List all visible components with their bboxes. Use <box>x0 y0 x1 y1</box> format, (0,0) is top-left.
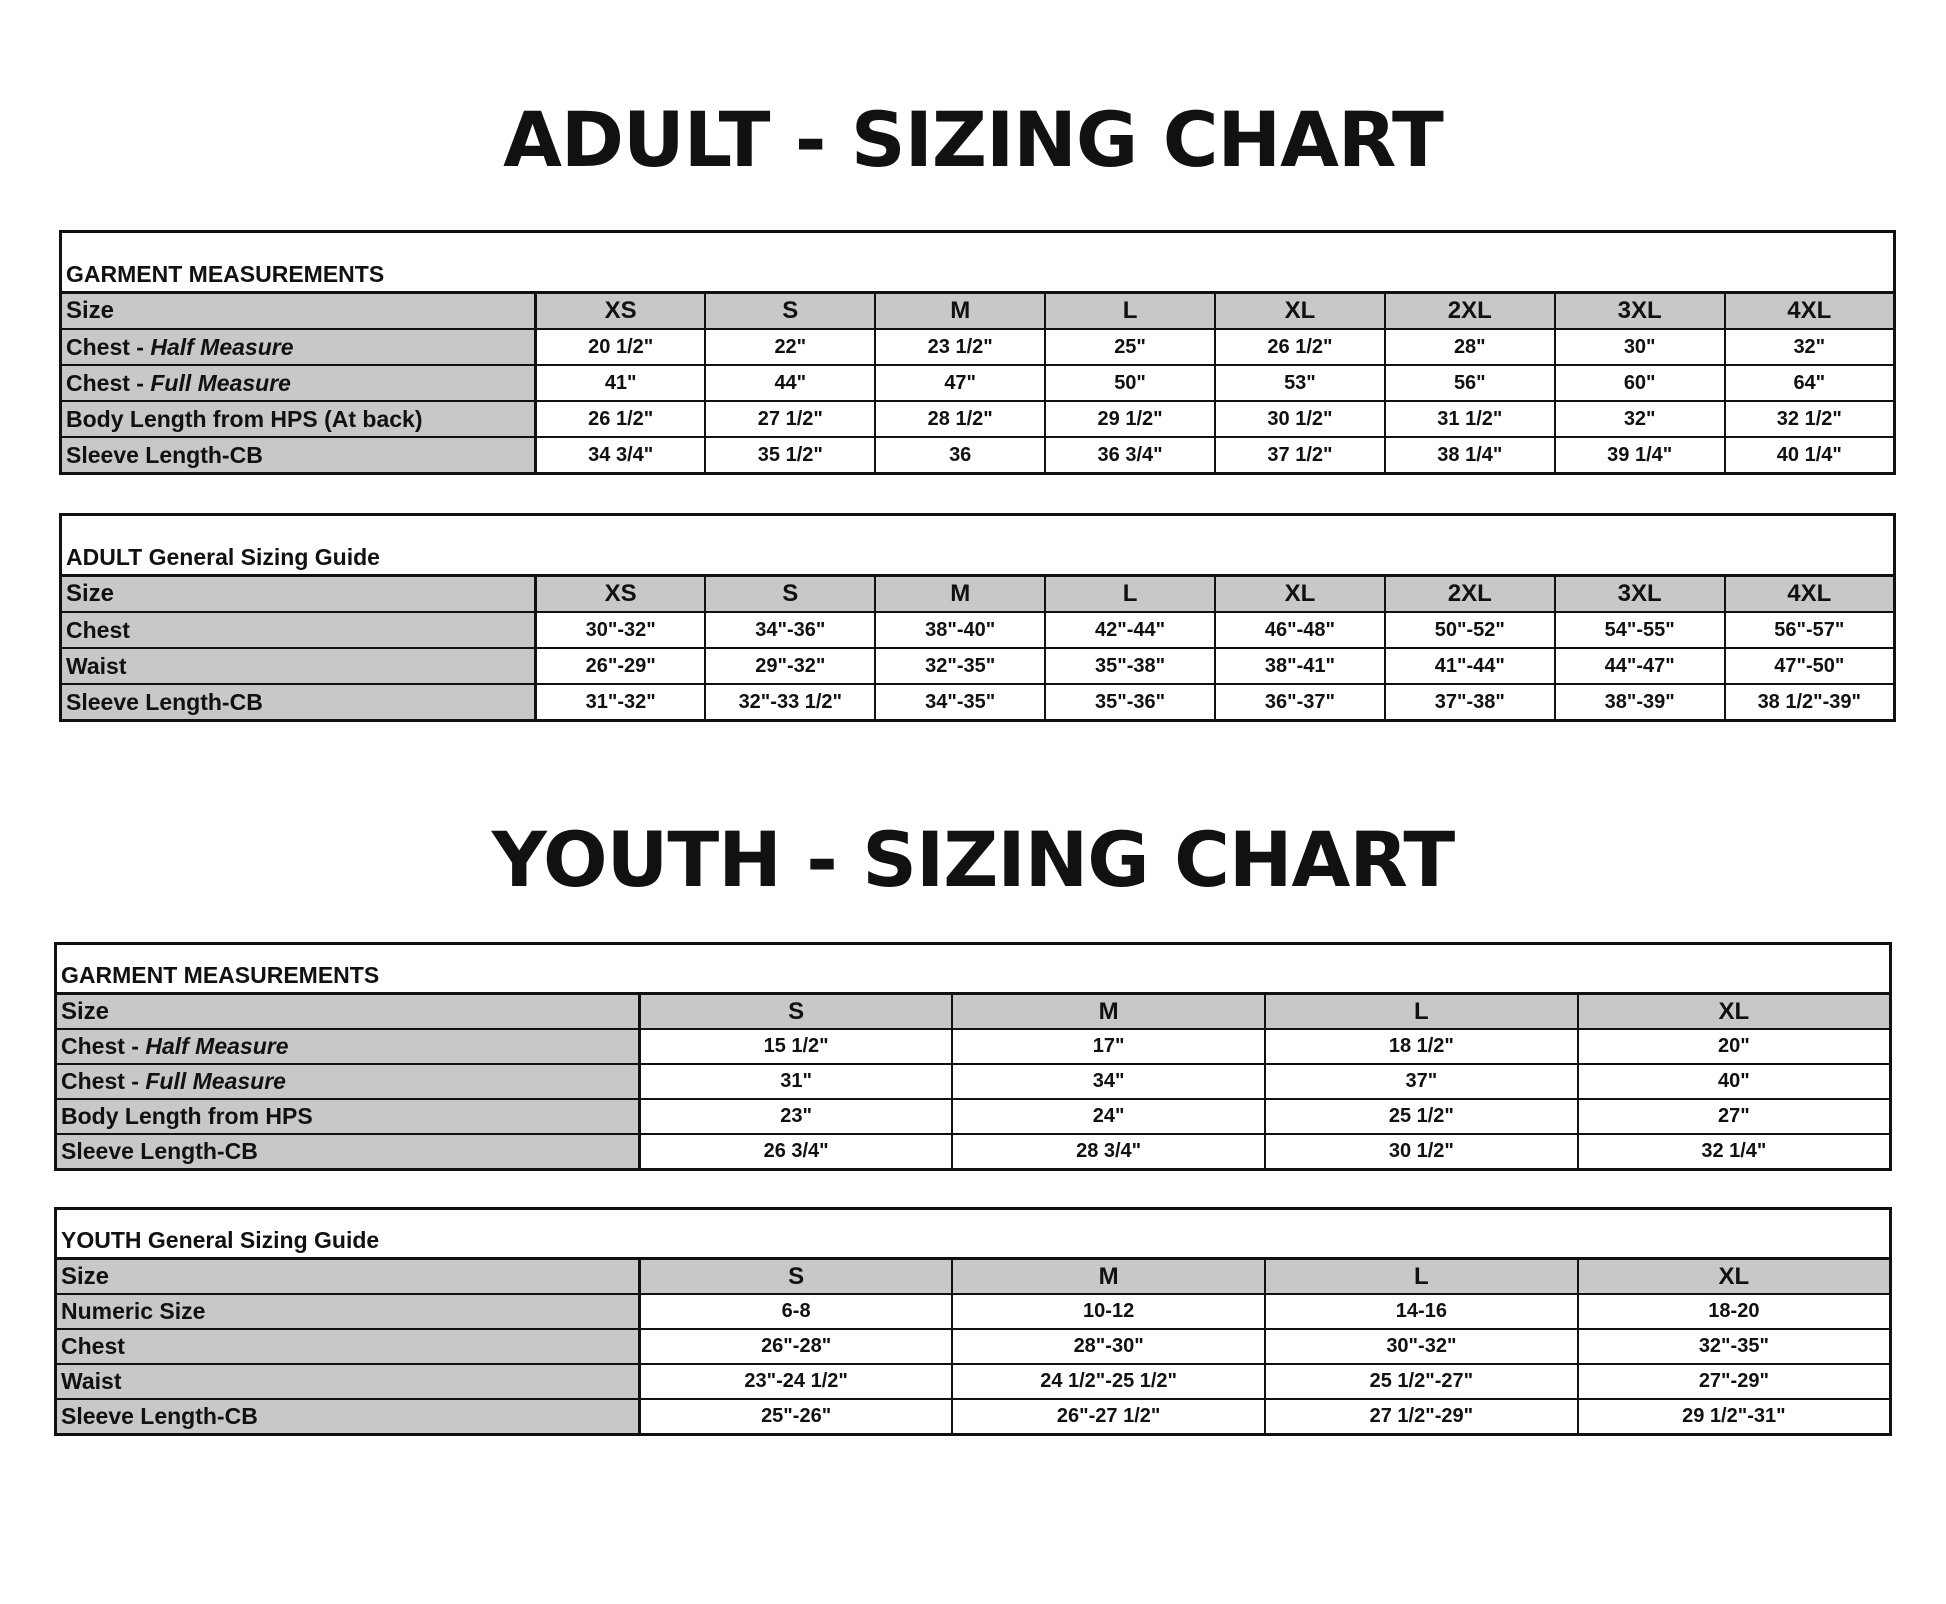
table-cell: 30" <box>1555 329 1725 365</box>
size-header-row <box>61 576 1895 613</box>
row-label: Sleeve Length-CB <box>61 684 536 721</box>
size-header: XS <box>536 576 706 613</box>
row-label: Waist <box>61 648 536 684</box>
row-label: Sleeve Length-CB <box>61 437 536 474</box>
row-label: Chest - Half Measure <box>56 1029 640 1064</box>
table-cell: 25 1/2" <box>1265 1099 1578 1134</box>
table-cell: 34"-35" <box>875 684 1045 721</box>
table-cell: 41"-44" <box>1385 648 1555 684</box>
table-cell: 32"-35" <box>1578 1329 1891 1364</box>
table-cell: 60" <box>1555 365 1725 401</box>
table-cell: 32"-33 1/2" <box>705 684 875 721</box>
table-cell: 50" <box>1045 365 1215 401</box>
table-cell: 38 1/4" <box>1385 437 1555 474</box>
table-cell: 22" <box>705 329 875 365</box>
youth-general-sizing-guide-table <box>54 1207 1892 1436</box>
table-cell: 37"-38" <box>1385 684 1555 721</box>
table-cell: 26 3/4" <box>640 1134 953 1170</box>
table-cell: 39 1/4" <box>1555 437 1725 474</box>
size-header: L <box>1045 293 1215 330</box>
table-cell: 38"-41" <box>1215 648 1385 684</box>
row-label: Chest - Full Measure <box>56 1064 640 1099</box>
table-cell: 37" <box>1265 1064 1578 1099</box>
size-header-row <box>56 1259 1891 1295</box>
table-cell: 32 1/4" <box>1578 1134 1891 1170</box>
table-cell: 47" <box>875 365 1045 401</box>
table-cell: 36"-37" <box>1215 684 1385 721</box>
table-row <box>56 1294 1891 1329</box>
table-row <box>61 401 1895 437</box>
table-cell: 26 1/2" <box>536 401 706 437</box>
size-header: S <box>640 994 953 1030</box>
table-cell: 18-20 <box>1578 1294 1891 1329</box>
size-header-row <box>56 994 1891 1030</box>
size-header: S <box>705 293 875 330</box>
adult-general-sizing-guide-table <box>59 513 1896 722</box>
table-cell: 10-12 <box>952 1294 1265 1329</box>
table-cell: 44" <box>705 365 875 401</box>
table-cell: 17" <box>952 1029 1265 1064</box>
table-cell: 18 1/2" <box>1265 1029 1578 1064</box>
table-cell: 56"-57" <box>1725 612 1895 648</box>
table-cell: 29 1/2"-31" <box>1578 1399 1891 1435</box>
size-header: S <box>705 576 875 613</box>
table-cell: 28"-30" <box>952 1329 1265 1364</box>
table-cell: 31" <box>640 1064 953 1099</box>
table-caption: ADULT General Sizing Guide <box>61 515 1895 576</box>
table-cell: 35"-36" <box>1045 684 1215 721</box>
size-header: 2XL <box>1385 576 1555 613</box>
table-cell: 38 1/2"-39" <box>1725 684 1895 721</box>
table-cell: 35 1/2" <box>705 437 875 474</box>
table-cell: 34 3/4" <box>536 437 706 474</box>
table-cell: 30 1/2" <box>1265 1134 1578 1170</box>
table-row <box>56 1329 1891 1364</box>
size-header: M <box>952 1259 1265 1295</box>
row-label: Body Length from HPS <box>56 1099 640 1134</box>
table-cell: 40" <box>1578 1064 1891 1099</box>
table-cell: 24 1/2"-25 1/2" <box>952 1364 1265 1399</box>
table-cell: 23" <box>640 1099 953 1134</box>
row-label: Size <box>61 576 536 613</box>
row-label: Sleeve Length-CB <box>56 1399 640 1435</box>
size-header: S <box>640 1259 953 1295</box>
row-label: Numeric Size <box>56 1294 640 1329</box>
size-header: 2XL <box>1385 293 1555 330</box>
row-label: Waist <box>56 1364 640 1399</box>
table-cell: 37 1/2" <box>1215 437 1385 474</box>
table-row <box>61 684 1895 721</box>
row-label: Chest - Half Measure <box>61 329 536 365</box>
table-cell: 27 1/2" <box>705 401 875 437</box>
size-header: XL <box>1578 994 1891 1030</box>
size-header: L <box>1265 1259 1578 1295</box>
size-header: L <box>1045 576 1215 613</box>
table-cell: 35"-38" <box>1045 648 1215 684</box>
table-cell: 32" <box>1725 329 1895 365</box>
row-label: Size <box>61 293 536 330</box>
table-cell: 29"-32" <box>705 648 875 684</box>
table-cell: 30 1/2" <box>1215 401 1385 437</box>
table-cell: 26"-29" <box>536 648 706 684</box>
table-cell: 6-8 <box>640 1294 953 1329</box>
table-cell: 42"-44" <box>1045 612 1215 648</box>
table-cell: 27"-29" <box>1578 1364 1891 1399</box>
size-header: XL <box>1215 293 1385 330</box>
table-caption: YOUTH General Sizing Guide <box>56 1209 1891 1259</box>
size-header: 3XL <box>1555 293 1725 330</box>
table-caption: GARMENT MEASUREMENTS <box>61 232 1895 293</box>
table-cell: 28 3/4" <box>952 1134 1265 1170</box>
table-cell: 36 <box>875 437 1045 474</box>
size-header-row <box>61 293 1895 330</box>
table-row <box>56 1029 1891 1064</box>
table-cell: 31 1/2" <box>1385 401 1555 437</box>
table-cell: 26"-27 1/2" <box>952 1399 1265 1435</box>
size-header: XL <box>1578 1259 1891 1295</box>
size-header: M <box>952 994 1265 1030</box>
table-cell: 54"-55" <box>1555 612 1725 648</box>
table-cell: 34"-36" <box>705 612 875 648</box>
table-cell: 29 1/2" <box>1045 401 1215 437</box>
table-cell: 47"-50" <box>1725 648 1895 684</box>
table-cell: 23"-24 1/2" <box>640 1364 953 1399</box>
table-cell: 30"-32" <box>536 612 706 648</box>
table-row <box>56 1399 1891 1435</box>
table-cell: 23 1/2" <box>875 329 1045 365</box>
adult-sizing-chart-title: ADULT - SIZING CHART <box>503 95 1443 184</box>
table-cell: 32"-35" <box>875 648 1045 684</box>
table-cell: 25"-26" <box>640 1399 953 1435</box>
table-cell: 34" <box>952 1064 1265 1099</box>
row-label: Chest - Full Measure <box>61 365 536 401</box>
table-row <box>56 1364 1891 1399</box>
table-cell: 36 3/4" <box>1045 437 1215 474</box>
table-cell: 30"-32" <box>1265 1329 1578 1364</box>
table-cell: 38"-40" <box>875 612 1045 648</box>
table-cell: 56" <box>1385 365 1555 401</box>
table-cell: 20 1/2" <box>536 329 706 365</box>
table-cell: 28" <box>1385 329 1555 365</box>
table-cell: 32" <box>1555 401 1725 437</box>
table-row <box>61 612 1895 648</box>
table-cell: 25 1/2"-27" <box>1265 1364 1578 1399</box>
size-header: 4XL <box>1725 293 1895 330</box>
table-cell: 14-16 <box>1265 1294 1578 1329</box>
row-label: Sleeve Length-CB <box>56 1134 640 1170</box>
table-cell: 25" <box>1045 329 1215 365</box>
table-row <box>61 329 1895 365</box>
size-header: XS <box>536 293 706 330</box>
table-cell: 40 1/4" <box>1725 437 1895 474</box>
table-cell: 28 1/2" <box>875 401 1045 437</box>
table-cell: 53" <box>1215 365 1385 401</box>
size-header: M <box>875 293 1045 330</box>
size-header: XL <box>1215 576 1385 613</box>
table-cell: 32 1/2" <box>1725 401 1895 437</box>
table-cell: 15 1/2" <box>640 1029 953 1064</box>
table-row <box>56 1064 1891 1099</box>
row-label: Chest <box>56 1329 640 1364</box>
row-label: Size <box>56 1259 640 1295</box>
table-row <box>56 1134 1891 1170</box>
table-cell: 26 1/2" <box>1215 329 1385 365</box>
table-cell: 50"-52" <box>1385 612 1555 648</box>
table-cell: 27" <box>1578 1099 1891 1134</box>
table-cell: 64" <box>1725 365 1895 401</box>
table-cell: 46"-48" <box>1215 612 1385 648</box>
row-label: Size <box>56 994 640 1030</box>
size-header: M <box>875 576 1045 613</box>
youth-sizing-chart-title: YOUTH - SIZING CHART <box>491 815 1455 904</box>
table-cell: 20" <box>1578 1029 1891 1064</box>
table-cell: 44"-47" <box>1555 648 1725 684</box>
table-cell: 26"-28" <box>640 1329 953 1364</box>
size-header: L <box>1265 994 1578 1030</box>
table-row <box>61 648 1895 684</box>
table-cell: 38"-39" <box>1555 684 1725 721</box>
table-row <box>56 1099 1891 1134</box>
table-cell: 31"-32" <box>536 684 706 721</box>
youth-garment-measurements-table <box>54 942 1892 1171</box>
size-header: 4XL <box>1725 576 1895 613</box>
table-cell: 24" <box>952 1099 1265 1134</box>
table-row <box>61 365 1895 401</box>
size-header: 3XL <box>1555 576 1725 613</box>
adult-garment-measurements-table <box>59 230 1896 475</box>
table-cell: 27 1/2"-29" <box>1265 1399 1578 1435</box>
row-label: Body Length from HPS (At back) <box>61 401 536 437</box>
table-cell: 41" <box>536 365 706 401</box>
table-row <box>61 437 1895 474</box>
row-label: Chest <box>61 612 536 648</box>
table-caption: GARMENT MEASUREMENTS <box>56 944 1891 994</box>
